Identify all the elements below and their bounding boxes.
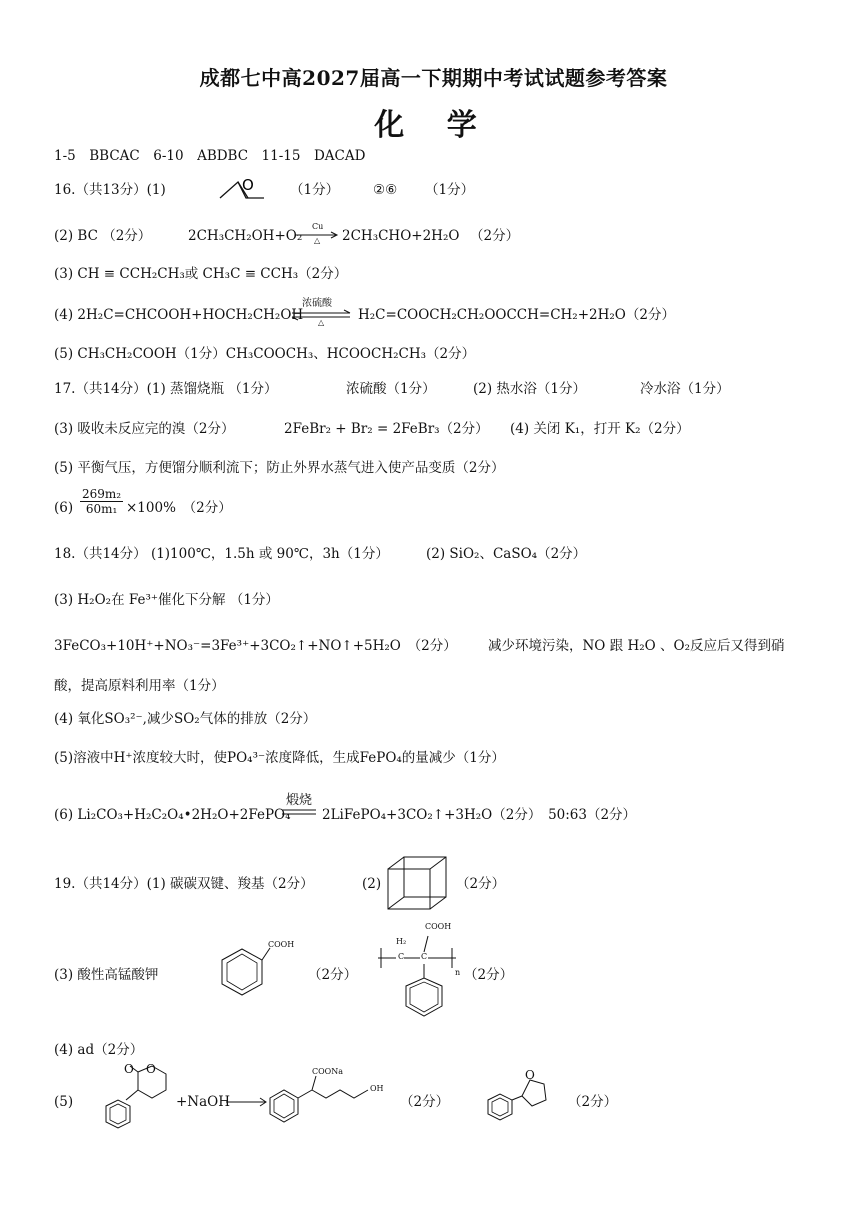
- q16-p2-eq-right: 2CH₃CHO+2H₂O: [342, 228, 460, 244]
- q19-l4-score: （2分）: [400, 1094, 450, 1110]
- q19-l1-b: (2): [362, 876, 382, 892]
- q17-l4-post: ×100% （2分）: [126, 500, 232, 516]
- q17-l1-b: 浓硫酸（1分）: [346, 381, 436, 397]
- q18-l6: (5)溶液中H⁺浓度较大时，使PO₄³⁻浓度降低，生成FePO₄的量减少（1分）: [54, 750, 505, 766]
- product-arrow: [226, 1096, 268, 1108]
- q16-p1-score2: （1分）: [425, 182, 475, 198]
- q16-p4-right: H₂C=COOCH₂CH₂OOCCH=CH₂+2H₂O（2分）: [358, 307, 675, 323]
- subject-title: 化 学: [374, 108, 493, 143]
- hydroxy-carboxylate-structure: [264, 1070, 394, 1140]
- conc-sulfuric-condition: 浓硫酸: [302, 298, 332, 309]
- q16-p2-a: (2) BC （2分）: [54, 228, 152, 244]
- q16-p1-score: （1分）: [290, 182, 340, 198]
- q17-l4-pre: (6): [54, 500, 74, 516]
- q17-l1-d: 冷水浴（1分）: [640, 381, 730, 397]
- q17-l1-c: (2) 热水浴（1分）: [473, 381, 587, 397]
- q18-l7-left: (6) Li₂CO₃+H₂C₂O₄•2H₂O+2FePO₄: [54, 807, 291, 823]
- naoh: +NaOH: [176, 1094, 231, 1110]
- cubane-structure: [386, 855, 450, 913]
- heat-condition: △: [314, 236, 321, 245]
- page-title: 成都七中高2027届高一下期期中考试试题参考答案: [199, 66, 668, 90]
- q17-l1-a: 17.（共14分）(1) 蒸馏烧瓶 （1分）: [54, 381, 278, 397]
- q16-p2-eq-left: 2CH₃CH₂OH+O₂: [188, 228, 303, 244]
- choice-answers: 1-5 BBCAC 6-10 ABDBC 11-15 DACAD: [54, 148, 366, 164]
- q18-l3-eq: 3FeCO₃+10H⁺+NO₃⁻=3Fe³⁺+3CO₂↑+NO↑+5H₂O （2分）: [54, 638, 457, 654]
- phenyl-thf-structure: [484, 1068, 564, 1128]
- q19-l1-a: 19.（共14分）(1) 碳碳双键、羧基（2分）: [54, 876, 314, 892]
- q18-l5: (4) 氧化SO₃²⁻,减少SO₂气体的排放（2分）: [54, 711, 317, 727]
- lactone-structure: [100, 1064, 176, 1136]
- q16-head: 16.（共13分）(1): [54, 182, 166, 198]
- coona-label: COONa: [312, 1067, 344, 1076]
- q18-l2: (3) H₂O₂在 Fe³⁺催化下分解 （1分）: [54, 592, 279, 608]
- polymer-structure: [378, 928, 461, 1028]
- q19-l4-score2: （2分）: [568, 1094, 618, 1110]
- polymer-h2: H₂: [396, 937, 407, 946]
- q16-p4-left: (4) 2H₂C=CHCOOH+HOCH₂CH₂OH: [54, 307, 304, 323]
- oh-label: OH: [370, 1084, 384, 1093]
- q16-p3: (3) CH ≡ CCH₂CH₃或 CH₃C ≡ CCH₃（2分）: [54, 266, 348, 282]
- q18-l3-note: 减少环境污染，NO 跟 H₂O 、O₂反应后又得到硝: [488, 638, 785, 654]
- polymer-c2: C: [421, 952, 428, 961]
- double-line-sign: [282, 808, 318, 818]
- q18-l7-right: 2LiFePO₄+3CO₂↑+3H₂O（2分） 50:63（2分）: [322, 807, 637, 823]
- q17-l3: (5) 平衡气压，方便馏分顺利流下；防止外界水蒸气进入使产品变质（2分）: [54, 460, 505, 476]
- q17-l2-c: (4) 关闭 K₁，打开 K₂（2分）: [510, 421, 690, 437]
- q19-l4-label: (5): [54, 1094, 74, 1110]
- lactone-carbonyl-o: O: [124, 1062, 134, 1076]
- q17-l2-b: 2FeBr₂ + Br₂ = 2FeBr₃（2分）: [284, 421, 489, 437]
- q16-p5: (5) CH₃CH₂COOH（1分）CH₃COOCH₃、HCOOCH₂CH₃（2分）: [54, 346, 476, 362]
- calcination-condition: 煅烧: [286, 793, 313, 808]
- q18-l4: 酸，提高原料利用率（1分）: [54, 678, 225, 694]
- cu-condition: Cu: [312, 222, 324, 231]
- q16-p2-score: （2分）: [470, 228, 520, 244]
- q19-l2-a: (3) 酸性高锰酸钾: [54, 967, 159, 983]
- benzoic-cooh: COOH: [268, 940, 295, 949]
- polymer-n: n: [455, 968, 461, 977]
- polymer-c1: C: [398, 952, 405, 961]
- q17-l2-a: (3) 吸收未反应完的溴（2分）: [54, 421, 235, 437]
- epoxide-o: O: [242, 176, 254, 194]
- q18-l1-b: (2) SiO₂、CaSO₄（2分）: [426, 546, 587, 562]
- q16-p1-answer: ②⑥: [373, 182, 398, 198]
- q19-l1-score: （2分）: [456, 876, 506, 892]
- lactone-ring-o: O: [146, 1062, 156, 1076]
- heat-condition-2: △: [318, 318, 325, 327]
- q19-l2-score: （2分）: [308, 967, 358, 983]
- thf-o-label: O: [525, 1068, 535, 1082]
- benzoic-acid-structure: [200, 942, 290, 1012]
- yield-fraction: [80, 487, 123, 516]
- q18-l1-a: 18.（共14分） (1)100℃，1.5h 或 90℃，3h（1分）: [54, 546, 389, 562]
- q19-l2-score2: （2分）: [464, 967, 514, 983]
- epoxide-structure: [218, 176, 268, 200]
- polymer-cooh: COOH: [425, 922, 452, 931]
- fraction-denominator: 60m₁: [85, 502, 118, 516]
- fraction-numerator: 269m₂: [82, 487, 122, 501]
- q19-l3: (4) ad（2分）: [54, 1042, 144, 1058]
